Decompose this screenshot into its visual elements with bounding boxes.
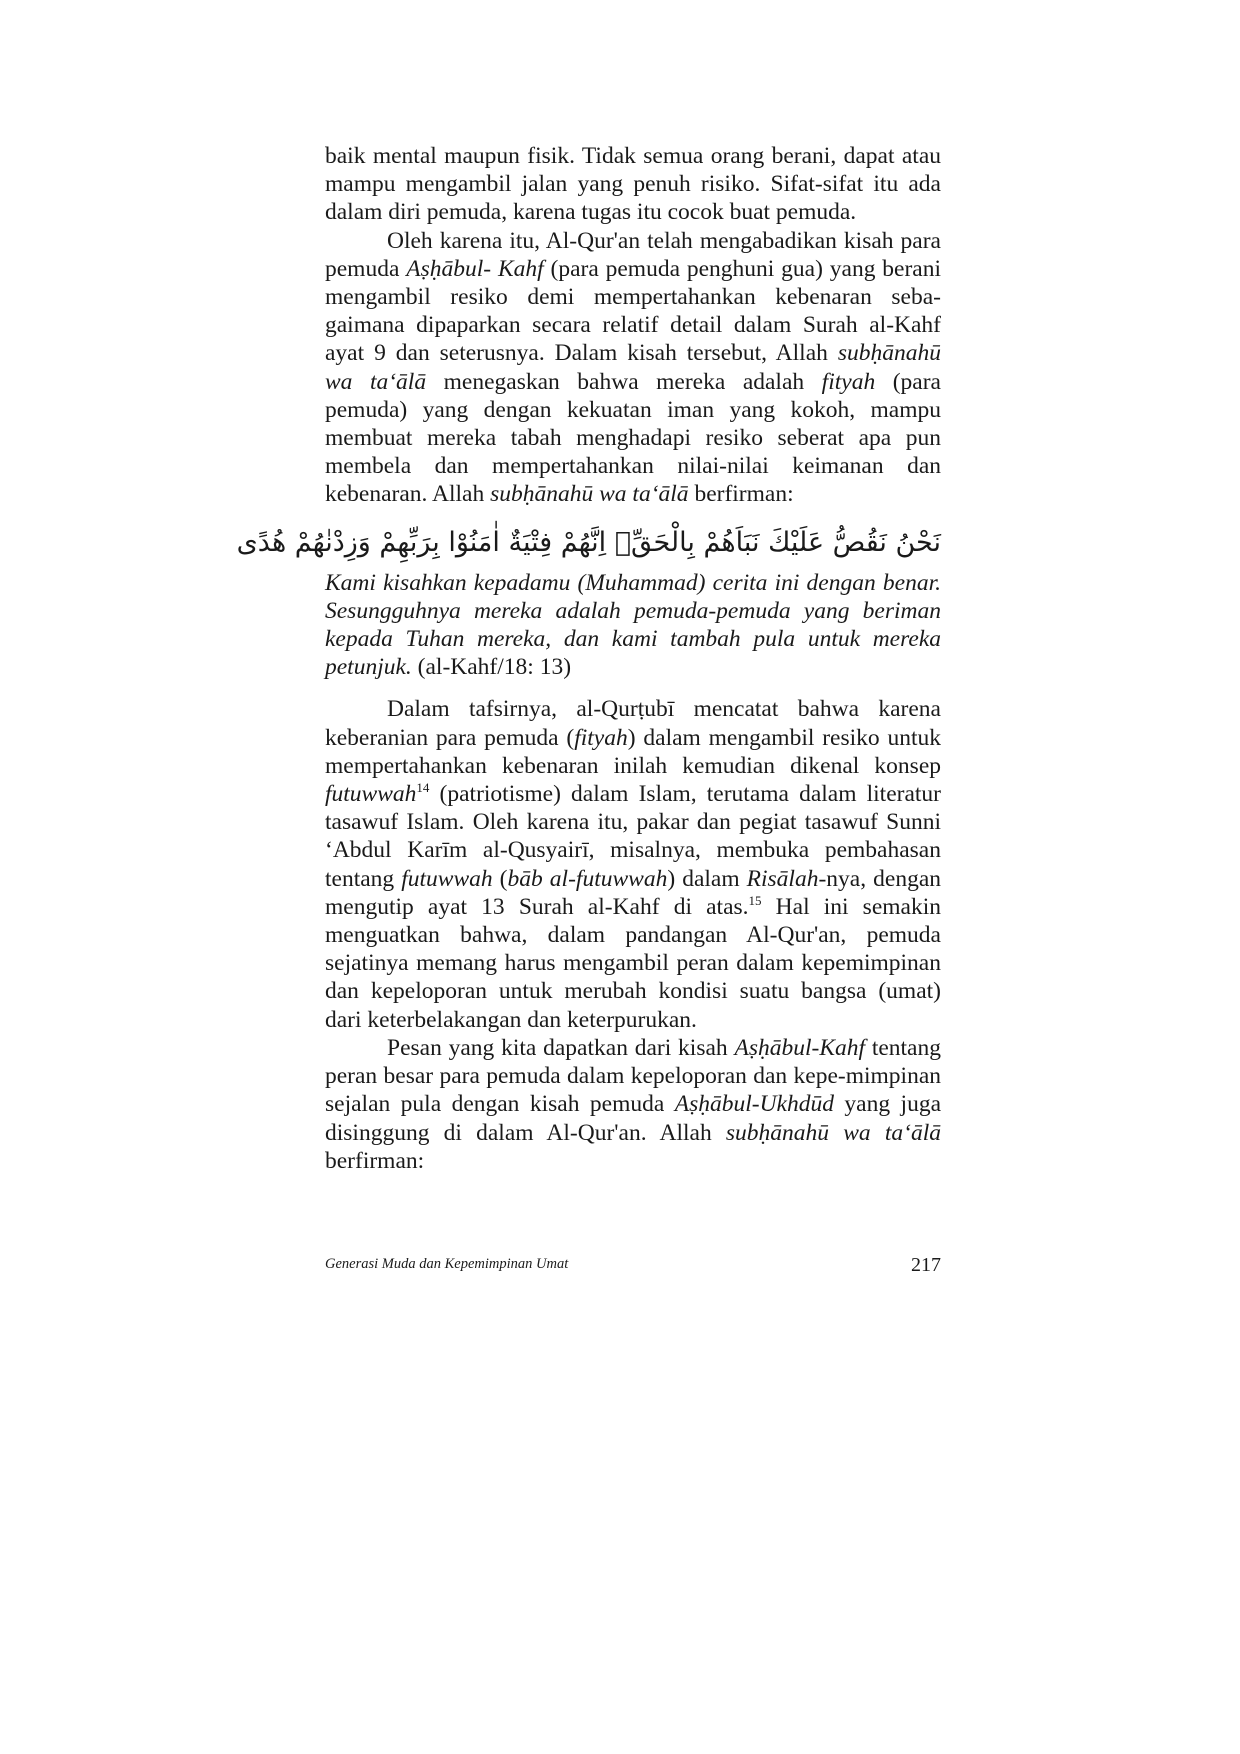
p4-text-4: berfirman: bbox=[325, 1147, 425, 1174]
running-footer-title: Generasi Muda dan Kepemimpinan Umat bbox=[325, 1256, 569, 1272]
p4-text-3: yang juga disinggung di dalam Al-Qur'an. Allah bbox=[325, 1091, 942, 1146]
paragraph-4 bbox=[325, 1034, 941, 1175]
p3-text-7: Hal ini semakin menguatkan bahwa, dalam pandangan Al-Qur'an, pemuda sejatinya memang harus mengambil peran dalam kepemimpinan dan kepeloporan untuk merubah kondisi suatu bangsa (umat) dari keterbelakangan dan keterpurukan. bbox=[325, 893, 942, 1033]
term-futuwwah: futuwwah bbox=[325, 781, 417, 808]
paragraph-1: baik mental maupun fisik. Tidak semua orang berani, dapat atau mampu mengambil jalan yang penuh risiko. Sifat-sifat itu ada dalam diri pemuda, karena tugas itu cocok buat pemuda. bbox=[325, 143, 941, 226]
p3-text-3: (patriotisme) dalam Islam, terutama dalam literatur tasawuf Islam. Oleh karena itu, pakar dan pegiat tasawuf Sunni ‘Abdul Karīm al-Qusyairī, misalnya, membuka pembahasan tentang bbox=[325, 781, 941, 892]
p2-text-1: Oleh karena itu, Al-Qur'an telah mengabadikan kisah para pemuda bbox=[325, 227, 941, 282]
p4-text-2: tentang peran besar para pemuda dalam kepeloporan dan kepe-mimpinan sejalan pula dengan kisah pemuda bbox=[325, 1034, 941, 1118]
term-risalah: Risālah bbox=[746, 865, 819, 892]
quran-verse-arabic: نَحْنُ نَقُصُّ عَلَيْكَ نَبَاَهُمْ بِالْحَقِّۗ اِنَّهُمْ فِتْيَةٌ اٰمَنُوْا بِرَبِّهِمْ وَزِدْنٰهُمْ هُدًى bbox=[236, 526, 941, 558]
footnote-ref-14[interactable]: 14 bbox=[416, 780, 430, 796]
p4-text-1: Pesan yang kita dapatkan dari kisah bbox=[387, 1034, 735, 1061]
translation-text: Kami kisahkan kepadamu (Muhammad) cerita ini dengan benar. Sesungguhnya mereka adalah pemuda-pemuda yang beriman kepada Tuhan mereka, dan kami tambah pula untuk mereka petunjuk. bbox=[325, 569, 941, 681]
term-futuwwah-2: futuwwah bbox=[401, 865, 493, 892]
term-fityah: fityah bbox=[821, 368, 876, 395]
p3-text-2: ) dalam mengambil resiko untuk mempertahankan kebenaran inilah kemudian dikenal konsep bbox=[325, 724, 941, 779]
verse-translation bbox=[325, 569, 941, 682]
term-subhanahu-1: subḥānahū wa ta‘ālā bbox=[325, 340, 941, 395]
p2-text-2: (para pemuda penghuni gua) yang berani mengambil resiko demi mempertahankan kebenaran seba-gaimana dipaparkan secara relatif detail dalam Surah al-Kahf ayat 9 dan seterusnya. Dalam kisah tersebut, Allah bbox=[325, 255, 942, 367]
p3-text-5: ) dalam bbox=[667, 865, 747, 892]
footnote-ref-15[interactable]: 15 bbox=[748, 893, 762, 909]
p3-text-1: Dalam tafsirnya, al-Qurṭubī mencatat bahwa karena keberanian para pemuda ( bbox=[325, 696, 941, 751]
p2-text-3: menegaskan bahwa mereka adalah bbox=[426, 368, 822, 395]
p2-text-5: berfirman: bbox=[688, 481, 794, 508]
term-bab-al-futuwwah: bāb al-futuwwah bbox=[507, 865, 668, 892]
term-ashabul-kahf-2: Aṣḥābul-Kahf bbox=[734, 1034, 866, 1061]
p3-text-6: -nya, dengan mengutip ayat 13 Surah al-Kahf di atas. bbox=[325, 865, 942, 920]
term-subhanahu-3: subḥānahū wa ta‘ālā bbox=[725, 1119, 941, 1146]
p2-text-4: (para pemuda) yang dengan kekuatan iman yang kokoh, mampu membuat mereka tabah menghadapi resiko seberat apa pun membela dan mempertahankan nilai-nilai keimanan dan kebenaran. Allah bbox=[325, 368, 941, 508]
body-text bbox=[236, 142, 942, 1175]
page-footer bbox=[325, 1254, 941, 1280]
verse-reference: (al-Kahf/18: 13) bbox=[411, 654, 572, 681]
term-subhanahu-2: subḥānahū wa ta‘ālā bbox=[490, 481, 689, 508]
p3-text-4: ( bbox=[492, 865, 508, 892]
term-ashabul-kahf: Aṣḥābul- Kahf bbox=[406, 255, 544, 282]
term-ashabul-ukhdud: Aṣḥābul-Ukhdūd bbox=[674, 1091, 834, 1118]
term-fityah-2: fityah bbox=[574, 724, 628, 751]
page-number: 217 bbox=[911, 1254, 941, 1276]
paragraph-3 bbox=[325, 695, 941, 1033]
paragraph-2 bbox=[325, 227, 941, 509]
